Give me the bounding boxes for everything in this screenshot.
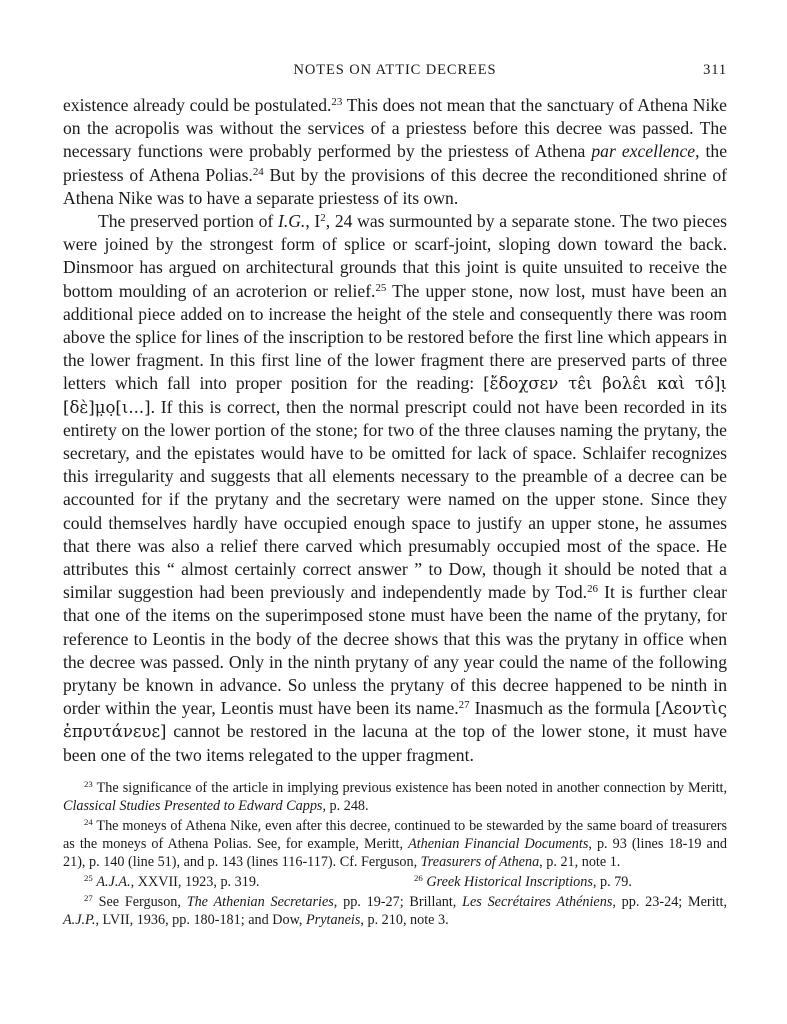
footnote-text: The moneys of Athena Nike, even after this decree, continued to be stewarded by the same board of treasurers as the moneys of Athena Polias. See, for example, Meritt, — [63, 817, 727, 852]
footnote-title: The Athenian Secretaries — [186, 893, 334, 910]
text-span: But by the provisions of this decree the reconditioned shrine of Athena Nike was to have a separate priestess of its own. — [63, 164, 727, 208]
text-span: , the priestess of Athena Polias. — [63, 141, 728, 185]
text-span: The preserved portion of — [98, 211, 278, 232]
footnote-title: Les Secrétaires Athéniens — [462, 893, 613, 910]
footnote-text: , p. 79. — [592, 873, 632, 890]
footnote-27 — [63, 893, 727, 929]
footnote-ref-24[interactable]: 24 — [252, 165, 264, 178]
text-span: , I — [305, 211, 321, 232]
footnote-number: 23 — [84, 779, 93, 790]
footnote-ref-27[interactable]: 27 — [458, 699, 470, 712]
footnote-24 — [63, 817, 727, 871]
italic-phrase: par excellence — [591, 141, 696, 162]
text-span: cannot be restored in the lacuna at the top of the lower stone, it must have been one of the two items relegated to the upper fragment. — [63, 721, 727, 765]
footnote-text: , pp. 23-24; Meritt, — [612, 893, 728, 910]
footnote-title: Prytaneis — [306, 911, 361, 928]
footnote-ref-25[interactable]: 25 — [375, 281, 387, 294]
footnote-title: Athenian Financial Documents — [408, 835, 589, 852]
page-number: 311 — [703, 62, 727, 78]
footnote-text: , LVII, 1936, pp. 180-181; and Dow, — [95, 911, 307, 928]
footnote-text: , p. 93 (lines 18-19 and 21), p. 140 (line 51), and p. 143 (lines 116-117). Cf. Ferguson, — [63, 835, 728, 870]
text-span: existence already could be postulated. — [63, 95, 332, 115]
footnote-text: , p. 210, note 3. — [360, 911, 449, 928]
footnote-text: , pp. 19-27; Brillant, — [333, 893, 463, 910]
footnote-25 — [84, 873, 414, 891]
footnote-number: 24 — [84, 817, 93, 828]
greek-restoration-2: [Λεοντὶς ἐπρυτάνευε] — [63, 699, 727, 742]
footnote-text: , p. 248. — [322, 797, 369, 814]
text-span: . If this is correct, then the normal prescript could not have been recorded in its entirety on the lower portion of the stone; for two of the three clauses naming the prytany, the secretary, and the epistates would have to be omitted for lack of space. Schlaifer recognizes this irregularity and suggests that all elements necessary to the preamble of a decree can be accounted for if the prytany and the secretary were named on the upper stone. Since they could themselves hardly have occupied enough space to justify an upper stone, he assumes that there was also a relief there carved which presumably occupied most of the space. He attributes this “ almost certainly correct answer ” to Dow, though it should be noted that a similar suggestion had been previously and independently made by Tod. — [63, 396, 727, 603]
footnote-26 — [414, 873, 632, 891]
running-title: NOTES ON ATTIC DECREES — [293, 62, 497, 78]
greek-restoration-1: [ἔδοχσεν τε̂ι βολε̂ι καὶ το̂]ι̣ [δὲ]μ̣ο̣[ι...] — [63, 374, 727, 417]
footnote-ref-23[interactable]: 23 — [331, 96, 343, 108]
footnote-title: A.J.P. — [63, 911, 96, 928]
text-span: This does not mean that the sanctuary of Athena Nike on the acropolis was without the services of a priestess before this decree was passed. The necessary functions were probably performed by the priestess of Athena — [63, 95, 727, 162]
footnote-row-25-26 — [63, 873, 727, 891]
footnote-number: 25 — [84, 873, 93, 884]
paragraph-2 — [63, 210, 727, 767]
footnote-23 — [63, 779, 727, 815]
footnote-number: 26 — [414, 873, 423, 884]
footnote-text: , XXVII, 1923, p. 319. — [130, 873, 260, 890]
text-span: It is further clear that one of the items on the superimposed stone must have been the name of the prytany, for reference to Leontis in the body of the decree shows that this was the prytany in office when the decree was passed. Only in the ninth prytany of any year could the name of the following prytany be known in advance. So unless the prytany of this decree happened to be ninth in order within the year, Leontis must have been its name. — [63, 582, 727, 719]
footnote-title: A.J.A. — [96, 873, 131, 890]
text-span: , 24 was surmounted by a separate stone. The two pieces were joined by the strongest form of splice or scarf-joint, sloping down toward the back. Dinsmoor has argued on architectural grounds that this joint is quite unsuited to receive the bottom moulding of an acroterion or relief. — [63, 211, 728, 301]
footnote-text: See Ferguson, — [92, 893, 187, 910]
running-head — [63, 62, 727, 84]
footnote-title: Classical Studies Presented to Edward Capps — [63, 797, 323, 814]
footnote-text: The significance of the article in implying previous existence has been noted in another connection by Meritt, — [92, 779, 727, 796]
footnotes — [63, 779, 727, 929]
footnote-ref-26[interactable]: 26 — [587, 583, 598, 596]
text-span: The upper stone, now lost, must have been an additional piece added on to increase the height of the stele and consequently there was room above the splice for lines of the inscription to be restored before the first line which appears in the lower fragment. In this first line of the lower fragment there are preserved parts of three letters which fall into proper position for the reading: — [63, 280, 727, 394]
footnote-text: , p. 21, note 1. — [539, 853, 621, 870]
footnote-title: Treasurers of Athena — [420, 853, 540, 870]
superscript-2: 2 — [320, 212, 326, 225]
footnote-number: 27 — [84, 893, 93, 904]
text-span: Inasmuch as the formula — [469, 698, 656, 719]
footnote-title: Greek Historical Inscriptions — [426, 873, 593, 890]
body-text — [63, 94, 727, 767]
paragraph-1 — [63, 94, 727, 210]
page — [63, 62, 727, 931]
citation-ig: I.G. — [277, 211, 306, 232]
